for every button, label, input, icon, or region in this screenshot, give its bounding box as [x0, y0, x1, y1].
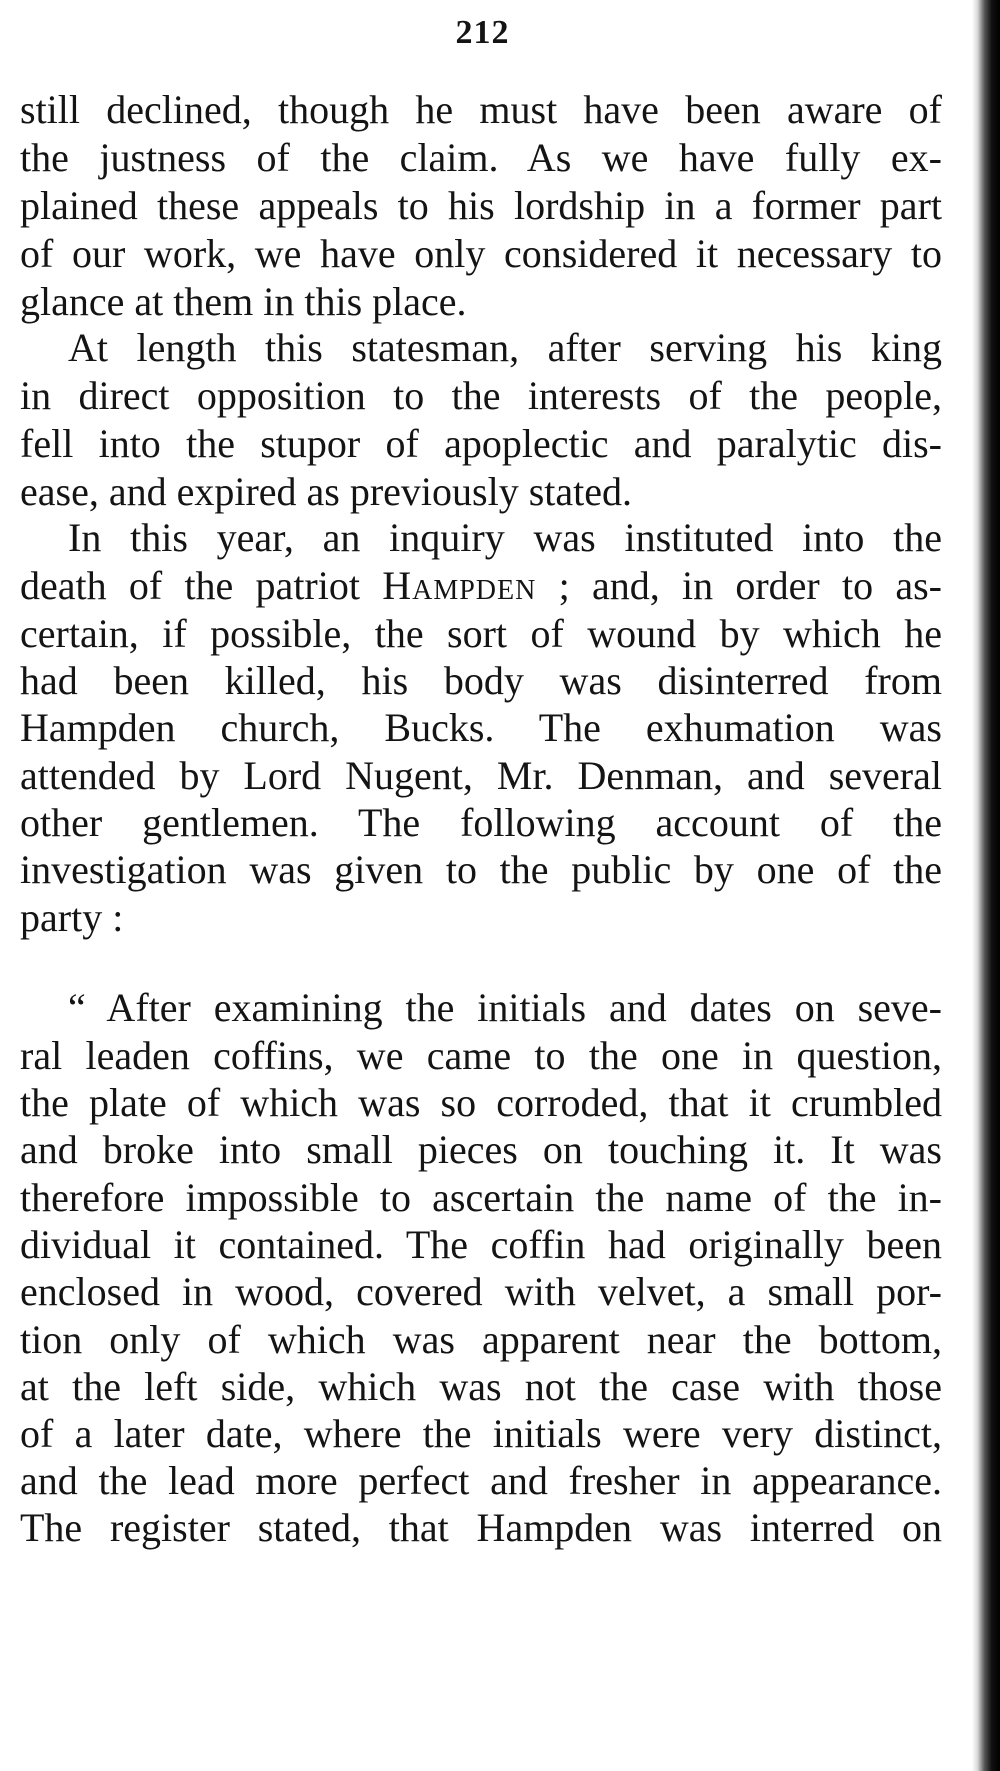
text-line: ral leaden coffins, we came to the one in question,	[20, 1033, 942, 1078]
text-line: and broke into small pieces on touching it. It was	[20, 1127, 942, 1172]
text-line: at the left side, which was not the case with those	[20, 1364, 942, 1409]
text-line	[20, 560, 942, 612]
text-line: still declined, though he must have been aware of	[20, 87, 942, 132]
text-line: glance at them in this place.	[20, 279, 467, 324]
text-line: ease, and expired as previously stated.	[20, 469, 633, 514]
text-line: investigation was given to the public by one of the	[20, 847, 942, 892]
text-line: enclosed in wood, covered with velvet, a small por-	[20, 1269, 942, 1314]
text-line: of our work, we have only considered it necessary to	[20, 231, 942, 276]
text-line: attended by Lord Nugent, Mr. Denman, and several	[20, 753, 942, 798]
text-line: party :	[20, 895, 124, 940]
text-line: dividual it contained. The coffin had originally been	[20, 1222, 942, 1267]
text-line: the justness of the claim. As we have fully ex-	[20, 135, 942, 180]
text-line: of a later date, where the initials were very distinct,	[20, 1411, 942, 1456]
text-line: had been killed, his body was disinterred from	[20, 658, 942, 703]
text-line: fell into the stupor of apoplectic and paralytic dis-	[20, 421, 942, 466]
text-line: the plate of which was so corroded, that it crumbled	[20, 1080, 942, 1125]
text-line: plained these appeals to his lordship in a former part	[20, 183, 942, 228]
page-number: 212	[455, 14, 510, 51]
text-span: ; and, in order to as-	[536, 563, 942, 608]
text-line: therefore impossible to ascertain the name of the in-	[20, 1175, 942, 1220]
text-line: “ After examining the initials and dates on seve-	[68, 985, 942, 1030]
text-line: The register stated, that Hampden was interred on	[20, 1505, 942, 1550]
text-line: and the lead more perfect and fresher in appearance.	[20, 1458, 942, 1503]
page-binding-edge	[972, 0, 1000, 1771]
text-line: Hampden church, Bucks. The exhumation was	[20, 705, 942, 750]
text-line: other gentlemen. The following account of the	[20, 800, 942, 845]
text-span: death of the patriot	[20, 563, 383, 608]
text-line: certain, if possible, the sort of wound by which he	[20, 611, 942, 656]
text-line: In this year, an inquiry was instituted into the	[68, 515, 942, 560]
text-line: tion only of which was apparent near the bottom,	[20, 1317, 942, 1362]
name-hampden: Hampden	[382, 563, 537, 608]
text-line: in direct opposition to the interests of the people,	[20, 373, 942, 418]
text-line: At length this statesman, after serving his king	[68, 325, 942, 370]
